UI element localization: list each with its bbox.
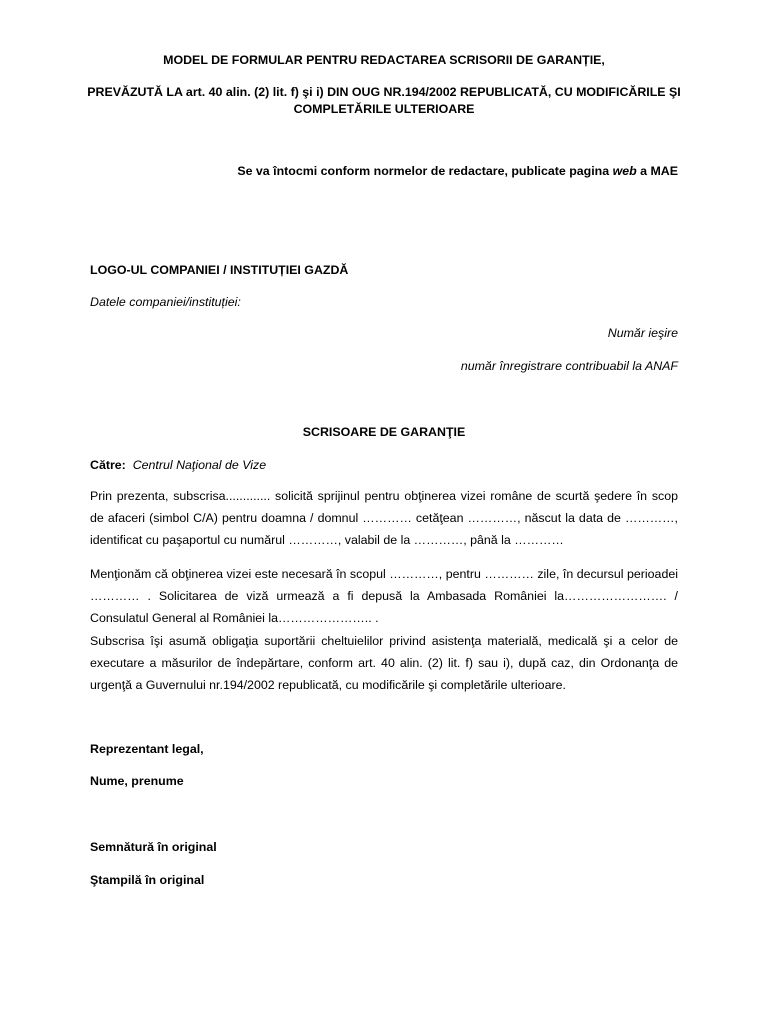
legal-representative-label: Reprezentant legal, — [90, 742, 204, 756]
letter-paragraph-2: Menţionăm că obţinerea vizei este necesară în scopul …………, pentru ………… zile, în decursul perioadei ………… . Solicitarea de viză urmează a fi depusă la Ambasada României la……………………. / Consulatul General al României la………………….. . — [90, 567, 678, 625]
drafting-note-before: Se va întocmi conform normelor de redactare, publicate pagina — [237, 164, 613, 178]
recipient-label: Către: — [90, 458, 126, 472]
letter-paragraph-3: Subscrisa îşi asumă obligaţia suportării cheltuielilor privind asistenţa materială, medicală şi a celor de executare a măsurilor de îndepărtare, conform art. 40 alin. (2) lit. f) sau i), după caz, din Ordonanţa de urgenţă a Guvernului nr.194/2002 republicată, cu modificările şi completările ulterioare. — [90, 634, 678, 692]
recipient-value: Centrul Naţional de Vize — [132, 458, 267, 472]
exit-number-label: Număr ieşire — [607, 326, 678, 340]
drafting-note-after: a MAE — [636, 164, 678, 178]
company-data-label: Datele companiei/instituției: — [90, 295, 241, 309]
form-title-line-2: PREVĂZUTĂ LA art. 40 alin. (2) lit. f) şi i) DIN OUG NR.194/2002 REPUBLICATĂ, CU MODIFICĂRILE ŞI — [87, 85, 681, 99]
name-label: Nume, prenume — [90, 774, 184, 788]
anaf-number-label: număr înregistrare contribuabil la ANAF — [460, 359, 678, 373]
form-title-line-1: MODEL DE FORMULAR PENTRU REDACTAREA SCRISORII DE GARANȚIE, — [163, 53, 605, 67]
form-title-line-3: COMPLETĂRILE ULTERIOARE — [293, 102, 475, 116]
company-logo-label: LOGO-UL COMPANIEI / INSTITUȚIEI GAZDĂ — [90, 263, 349, 277]
drafting-note-emphasis: web — [612, 164, 637, 178]
letter-paragraph-1: Prin prezenta, subscrisa............. solicită sprijinul pentru obţinerea vizei române de scurtă şedere în scop de afaceri (simbol C/A) pentru doamna / domnul ………… cetăţean …………, născut la data de …………, identificat cu paşaportul cu numărul …………, valabil de la …………, până la ………… — [90, 489, 678, 547]
drafting-note — [237, 163, 678, 179]
letter-title: SCRISOARE DE GARANŢIE — [302, 425, 466, 439]
stamp-label: Ştampilă în original — [90, 873, 205, 887]
recipient-line — [90, 457, 266, 473]
signature-label: Semnătură în original — [90, 840, 217, 854]
